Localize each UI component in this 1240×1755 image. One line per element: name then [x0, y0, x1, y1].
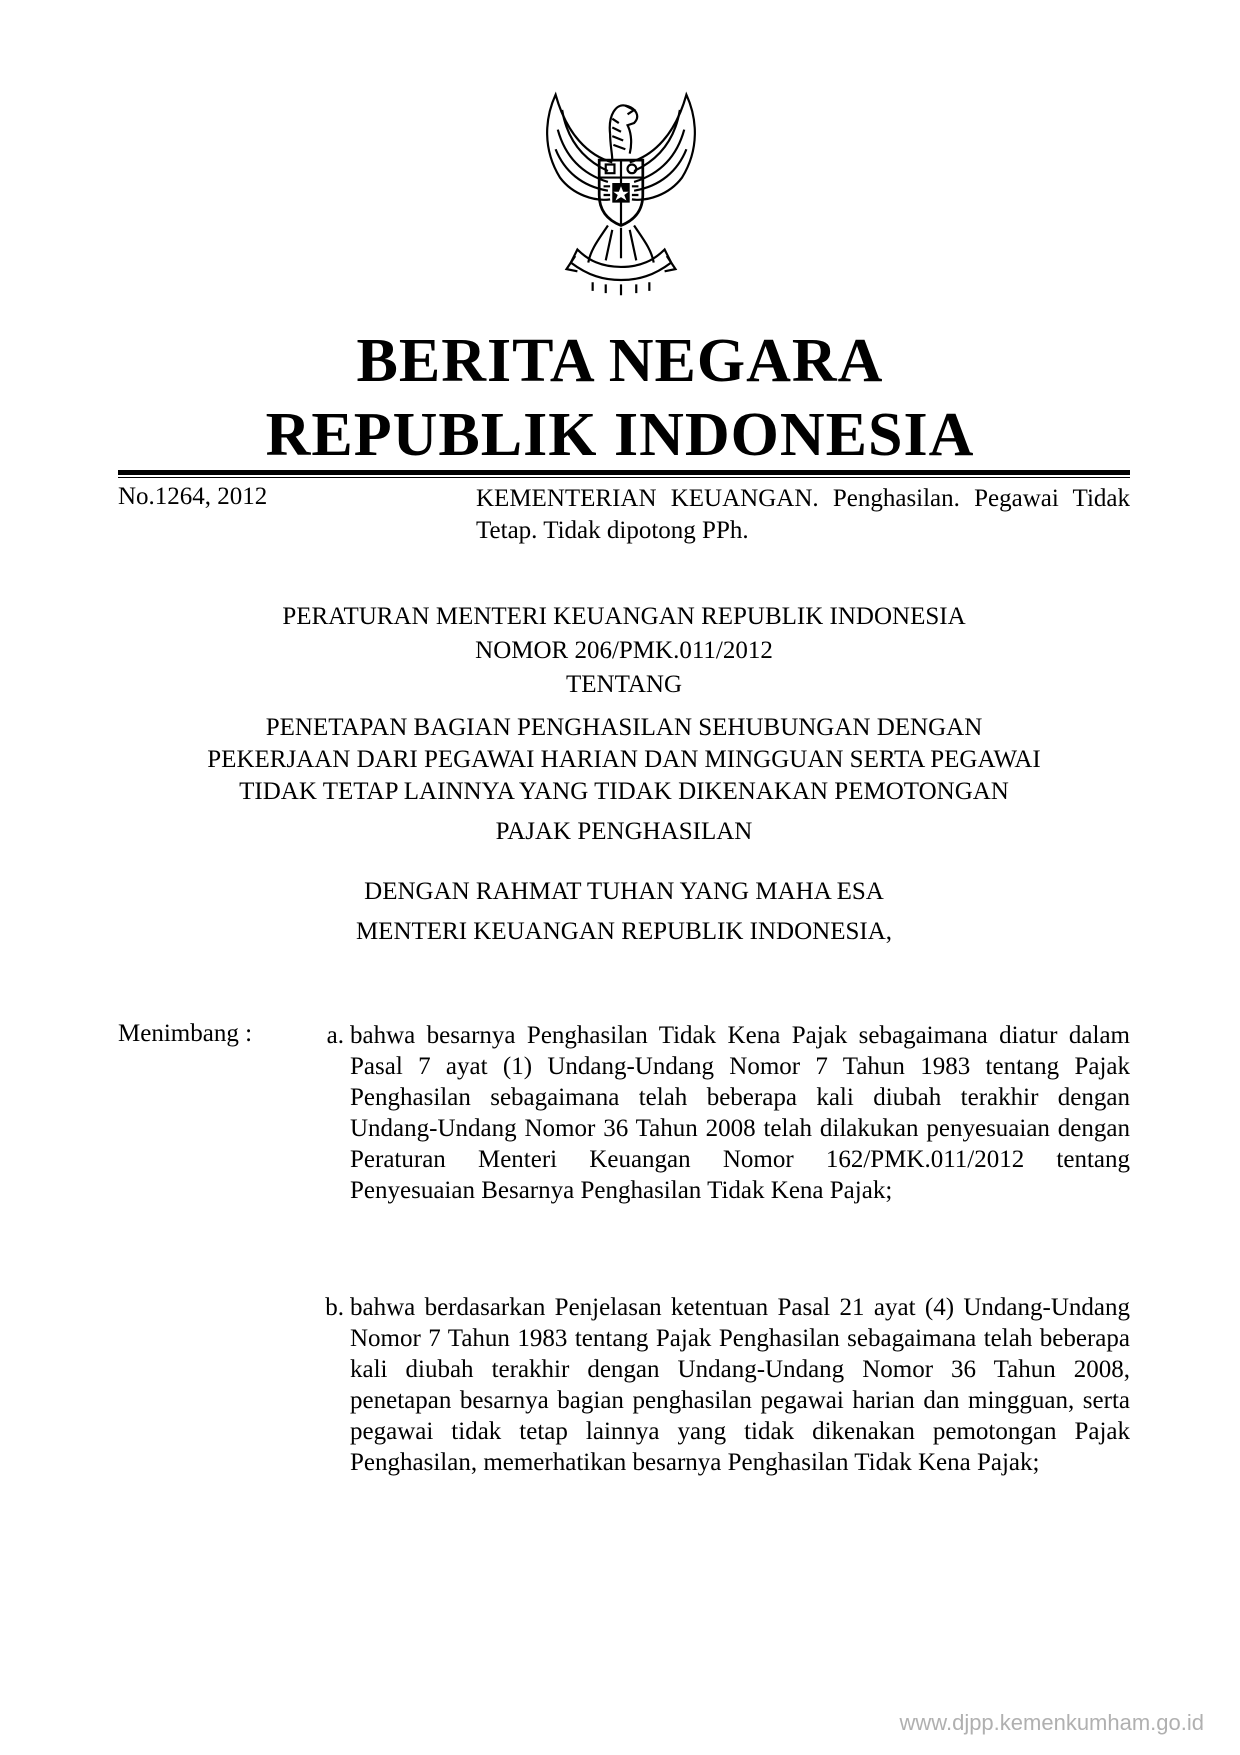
consideration-text: bahwa berdasarkan Penjelasan ketentuan Pasal 21 ayat (4) Undang-Undang Nomor 7 Tahun 1983 tentang Pajak Penghasilan sebagaimana telah beberapa kali diubah terakhir dengan Undang-Undang Nomor 36 Tahun 2008, penetapan besarnya bagian penghasilan pegawai harian dan mingguan, serta pegawai tidak tetap lainnya yang tidak dikenakan pemotongan Pajak Penghasilan, memerhatikan besarnya Penghasilan Tidak Kena Pajak;	[350, 1294, 1130, 1476]
regulation-about: TENTANG	[565, 671, 683, 698]
masthead-rule-thin	[118, 477, 1130, 478]
consideration-letter: a.	[326, 1022, 344, 1049]
preamble-line: DENGAN RAHMAT TUHAN YANG MAHA ESA	[364, 878, 884, 905]
regulation-heading	[118, 600, 1130, 702]
considerations-label: Menimbang :	[118, 1020, 253, 1047]
regulation-subject	[118, 712, 1130, 848]
consideration-item	[300, 1020, 1130, 1206]
preamble-line: MENTERI KEUANGAN REPUBLIK INDONESIA,	[355, 918, 893, 945]
regulation-subject-line: PENETAPAN BAGIAN PENGHASILAN SEHUBUNGAN DENGAN	[265, 714, 983, 741]
preamble	[118, 872, 1130, 952]
source-watermark: www.djpp.kemenkumham.go.id	[899, 1710, 1204, 1735]
garuda-emblem-icon	[512, 86, 730, 304]
issue-subject: KEMENTERIAN KEUANGAN. Penghasilan. Pegawai Tidak Tetap. Tidak dipotong PPh.	[476, 485, 1130, 544]
masthead-subtitle: REPUBLIK INDONESIA	[265, 401, 975, 469]
regulation-subject-line: PAJAK PENGHASILAN	[495, 818, 753, 845]
consideration-text: bahwa besarnya Penghasilan Tidak Kena Pajak sebagaimana diatur dalam Pasal 7 ayat (1) Undang-Undang Nomor 7 Tahun 1983 tentang Pajak Penghasilan sebagaimana telah beberapa kali diubah terakhir dengan Undang-Undang Nomor 36 Tahun 2008 telah dilakukan penyesuaian dengan Peraturan Menteri Keuangan Nomor 162/PMK.011/2012 tentang Penyesuaian Besarnya Penghasilan Tidak Kena Pajak;	[350, 1022, 1130, 1204]
regulation-title: PERATURAN MENTERI KEUANGAN REPUBLIK INDONESIA	[282, 603, 966, 630]
consideration-item	[300, 1292, 1130, 1478]
issue-number: No.1264, 2012	[118, 483, 268, 510]
regulation-number: NOMOR 206/PMK.011/2012	[475, 637, 773, 664]
masthead-rule-thick	[118, 470, 1130, 475]
masthead-title: BERITA NEGARA	[356, 327, 884, 395]
regulation-subject-line: PEKERJAAN DARI PEGAWAI HARIAN DAN MINGGUAN SERTA PEGAWAI	[207, 746, 1041, 773]
regulation-subject-line: TIDAK TETAP LAINNYA YANG TIDAK DIKENAKAN PEMOTONGAN	[239, 778, 1009, 805]
consideration-letter: b.	[325, 1294, 344, 1321]
